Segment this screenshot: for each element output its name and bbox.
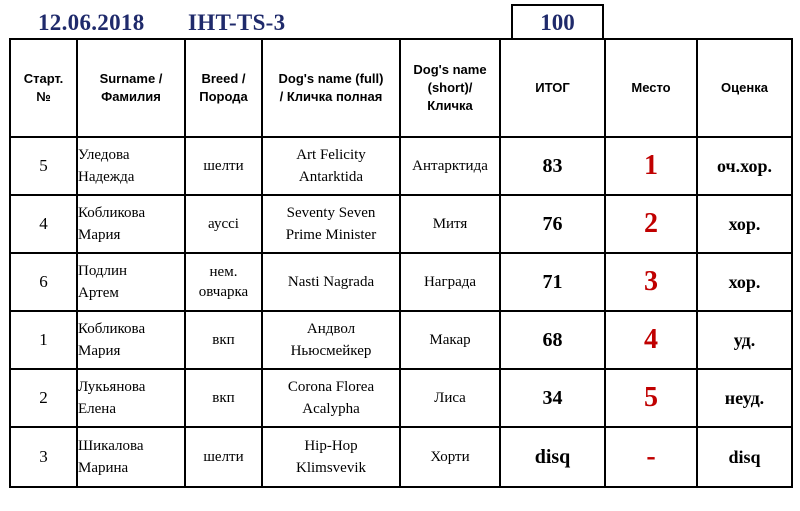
table-row bbox=[10, 253, 792, 311]
start-number: 6 bbox=[10, 253, 77, 311]
header-row bbox=[10, 39, 792, 137]
dog-short-name: Макар bbox=[400, 311, 500, 369]
max-score: 100 bbox=[511, 4, 604, 38]
start-number: 4 bbox=[10, 195, 77, 253]
breed: вкп bbox=[185, 311, 262, 369]
participant-name: Кобликова Мария bbox=[77, 195, 185, 253]
place: 3 bbox=[605, 253, 697, 311]
dog-full-name: Hip-Hop Klimsvevik bbox=[262, 427, 400, 487]
dog-full-name: Art Felicity Antarktida bbox=[262, 137, 400, 195]
start-number: 2 bbox=[10, 369, 77, 427]
col-header-grade: Оценка bbox=[697, 39, 792, 137]
place: 4 bbox=[605, 311, 697, 369]
participant-name: Шикалова Марина bbox=[77, 427, 185, 487]
place: 2 bbox=[605, 195, 697, 253]
table-row bbox=[10, 137, 792, 195]
col-header-full-name: Dog's name (full) / Кличка полная bbox=[262, 39, 400, 137]
dog-full-name: Nasti Nagrada bbox=[262, 253, 400, 311]
table-row bbox=[10, 195, 792, 253]
grade: неуд. bbox=[697, 369, 792, 427]
total-score: 34 bbox=[500, 369, 605, 427]
breed: шелти bbox=[185, 137, 262, 195]
total-score: 71 bbox=[500, 253, 605, 311]
event-code: IHT-TS-3 bbox=[188, 10, 286, 35]
breed: вкп bbox=[185, 369, 262, 427]
grade: оч.хор. bbox=[697, 137, 792, 195]
table-row bbox=[10, 311, 792, 369]
grade: уд. bbox=[697, 311, 792, 369]
start-number: 1 bbox=[10, 311, 77, 369]
breed: ауссi bbox=[185, 195, 262, 253]
grade: disq bbox=[697, 427, 792, 487]
event-date: 12.06.2018 bbox=[38, 10, 145, 35]
col-header-surname: Surname / Фамилия bbox=[77, 39, 185, 137]
col-header-start: Старт. № bbox=[10, 39, 77, 137]
dog-short-name: Антарктида bbox=[400, 137, 500, 195]
dog-short-name: Митя bbox=[400, 195, 500, 253]
participant-name: Лукьянова Елена bbox=[77, 369, 185, 427]
col-header-breed: Breed / Порода bbox=[185, 39, 262, 137]
start-number: 3 bbox=[10, 427, 77, 487]
dog-short-name: Награда bbox=[400, 253, 500, 311]
place: 1 bbox=[605, 137, 697, 195]
participant-name: Уледова Надежда bbox=[77, 137, 185, 195]
table-row bbox=[10, 427, 792, 487]
dog-short-name: Лиса bbox=[400, 369, 500, 427]
start-number: 5 bbox=[10, 137, 77, 195]
participant-name: Кобликова Мария bbox=[77, 311, 185, 369]
results-table bbox=[9, 38, 793, 488]
breed: шелти bbox=[185, 427, 262, 487]
total-score: 83 bbox=[500, 137, 605, 195]
dog-full-name: Андвол Ньюсмейкер bbox=[262, 311, 400, 369]
col-header-total: ИТОГ bbox=[500, 39, 605, 137]
table-row bbox=[10, 369, 792, 427]
dog-full-name: Corona Florea Acalypha bbox=[262, 369, 400, 427]
grade: хор. bbox=[697, 195, 792, 253]
place: - bbox=[605, 427, 697, 487]
col-header-place: Место bbox=[605, 39, 697, 137]
total-score: disq bbox=[500, 427, 605, 487]
place: 5 bbox=[605, 369, 697, 427]
breed: нем. овчарка bbox=[185, 253, 262, 311]
dog-short-name: Хорти bbox=[400, 427, 500, 487]
total-score: 76 bbox=[500, 195, 605, 253]
total-score: 68 bbox=[500, 311, 605, 369]
col-header-short-name: Dog's name (short)/ Кличка bbox=[400, 39, 500, 137]
dog-full-name: Seventy Seven Prime Minister bbox=[262, 195, 400, 253]
participant-name: Подлин Артем bbox=[77, 253, 185, 311]
grade: хор. bbox=[697, 253, 792, 311]
